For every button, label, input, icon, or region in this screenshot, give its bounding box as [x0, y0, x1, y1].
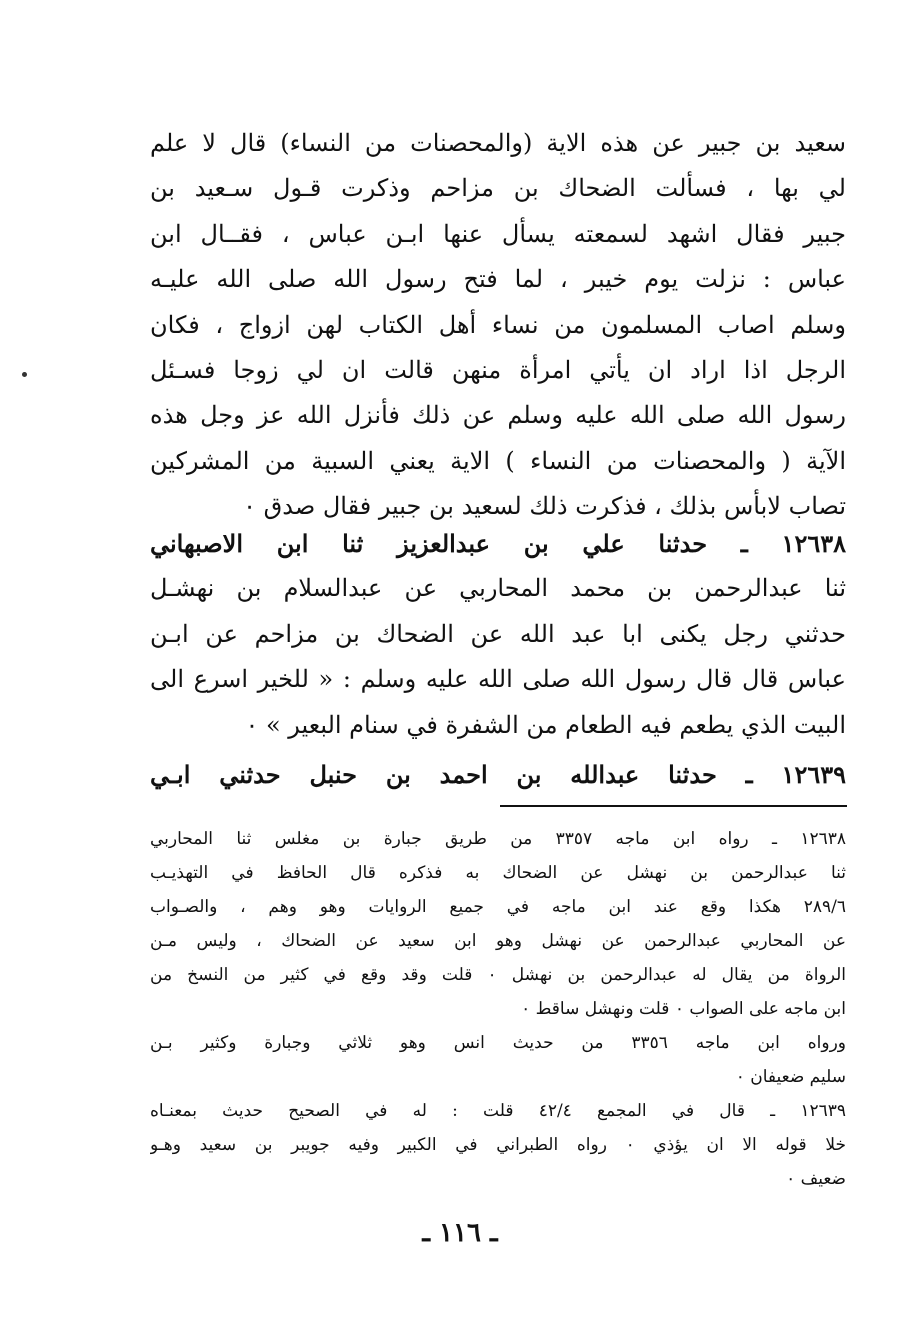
footnote-line: ١٢٦٣٩ ـ قال في المجمع ٤٢/٤ قلت : له في الصحيح حديث بمعنـاه	[150, 1101, 846, 1121]
footnote-line: ١٢٦٣٨ ـ رواه ابن ماجه ٣٣٥٧ من طريق جبارة بن مغلس ثنا المحاربي	[150, 829, 846, 849]
text-line: ثنا عبدالرحمن بن محمد المحاربي عن عبدالسلام بن نهشـل	[150, 574, 846, 603]
footnote-line: سليم ضعيفان ٠	[735, 1067, 846, 1087]
hadith-12639-block	[150, 752, 846, 797]
footnote-line: ابن ماجه على الصواب ٠ قلت ونهشل ساقط ٠	[521, 999, 846, 1019]
footnote-line: ثنا عبدالرحمن بن نهشل عن الضحاك به فذكره قال الحافظ في التهذيـب	[150, 863, 846, 883]
footnote-line: ضعيف ٠	[786, 1169, 846, 1189]
text-line: عباس قال قال رسول الله صلى الله عليه وسلم : « للخير اسرع الى	[150, 665, 846, 694]
page-number: ـ ١١٦ ـ	[422, 1218, 498, 1248]
hadith-heading-line: ١٢٦٣٩ ـ حدثنا عبدالله بن احمد بن حنبل حدثني ابـي	[150, 760, 846, 789]
footnote-line: ورواه ابن ماجه ٣٣٥٦ من حديث انس وهو ثلاثي وجبارة وكثير بـن	[150, 1033, 846, 1053]
text-line: سعيد بن جبير عن هذه الاية (والمحصنات من النساء) قال لا علم	[150, 129, 846, 157]
text-line: عباس : نزلت يوم خيبر ، لما فتح رسول الله صلى الله عليـه	[150, 265, 846, 294]
margin-dot	[22, 372, 27, 377]
footnote-separator	[500, 805, 847, 807]
footnote-line: خلا قوله الا ان يؤذي ٠ رواه الطبراني في الكبير وفيه جويبر بن سعيد وهـو	[150, 1135, 846, 1155]
text-line: لي بها ، فسألت الضحاك بن مزاحم وذكرت قـول سـعيد بن	[150, 174, 846, 203]
hadith-heading-line: ١٢٦٣٨ ـ حدثنا علي بن عبدالعزيز ثنا ابن الاصبهاني	[150, 529, 846, 558]
text-line: الرجل اذا اراد ان يأتي امرأة منهن قالت ان لي زوجا فسـئل	[150, 355, 846, 384]
text-line: تصاب لابأس بذلك ، فذكرت ذلك لسعيد بن جبير فقال صدق ٠	[243, 492, 846, 521]
text-line: جبير فقال اشهد لسمعته يسأل عنها ابـن عباس ، فقــال ابن	[150, 219, 846, 248]
text-line: رسول الله صلى الله عليه وسلم عن ذلك فأنزل الله عز وجل هذه	[150, 401, 846, 430]
main-text-block	[150, 121, 846, 530]
text-line: الآية ( والمحصنات من النساء ) الاية يعني السبية من المشركين	[150, 446, 846, 475]
text-line: وسلم اصاب المسلمون من نساء أهل الكتاب لهن ازواج ، فكان	[150, 310, 846, 339]
hadith-12638-block	[150, 521, 846, 748]
text-line: البيت الذي يطعم فيه الطعام من الشفرة في سنام البعير » ٠	[245, 710, 846, 739]
text-line: حدثني رجل يكنى ابا عبد الله عن الضحاك بن مزاحم عن ابـن	[150, 619, 846, 648]
footnotes-block	[150, 822, 846, 1196]
footnote-line: الرواة من يقال له عبدالرحمن بن نهشل ٠ قلت وقد وقع في كثير من النسخ من	[150, 965, 846, 985]
footnote-line: ٢٨٩/٦ هكذا وقع عند ابن ماجه في جميع الروايات وهو وهم ، والصـواب	[150, 897, 846, 917]
footnote-line: عن المحاربي عبدالرحمن عن نهشل وهو ابن سعيد عن الضحاك ، وليس مـن	[150, 931, 846, 951]
